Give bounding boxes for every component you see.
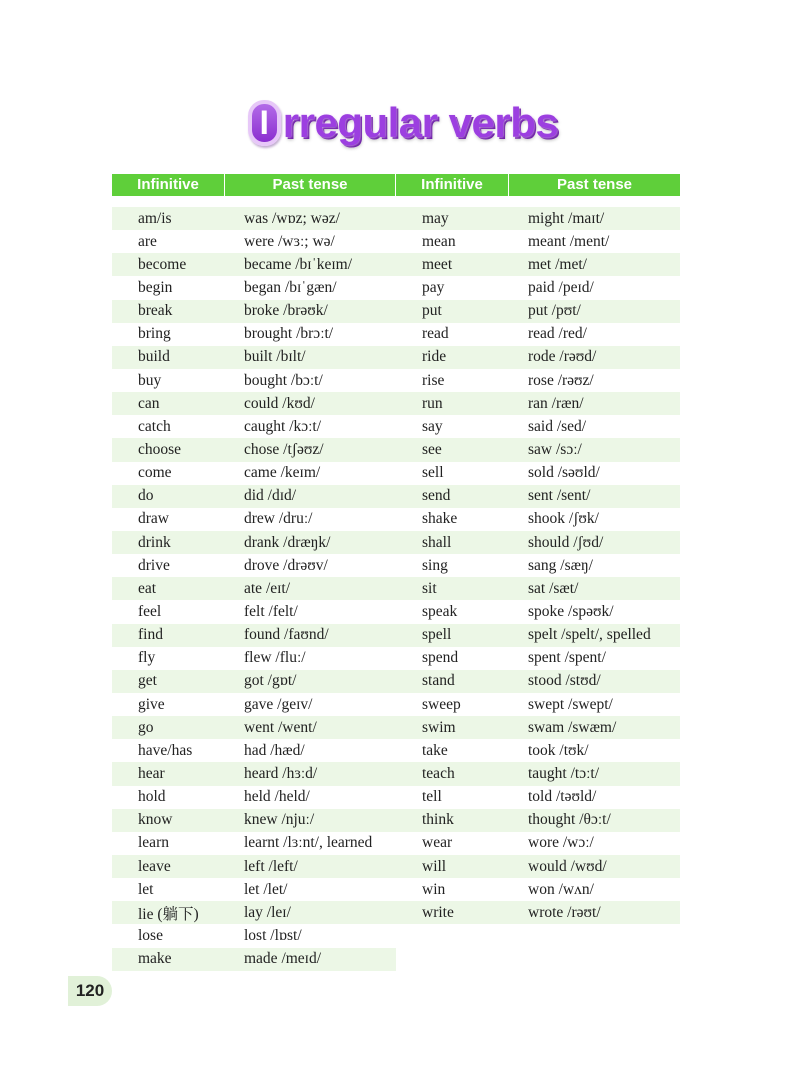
past-tense-cell: won /wʌn/ <box>528 880 594 898</box>
past-tense-cell: wore /wɔː/ <box>528 834 594 852</box>
past-tense-cell: ate /eɪt/ <box>244 579 291 597</box>
past-tense-cell: came /keɪm/ <box>244 464 321 482</box>
infinitive-cell: spend <box>422 649 459 667</box>
table-row <box>396 346 680 369</box>
infinitive-cell: lie (躺下) <box>138 905 199 923</box>
table-row <box>396 207 680 230</box>
past-tense-cell: said /sed/ <box>528 417 587 435</box>
table-row <box>112 300 396 323</box>
past-tense-cell: knew /njuː/ <box>244 811 315 829</box>
table-row <box>112 809 396 832</box>
past-tense-cell: might /maɪt/ <box>528 209 605 227</box>
table-row <box>112 948 396 971</box>
past-tense-cell: gave /geɪv/ <box>244 695 313 713</box>
infinitive-cell: leave <box>138 857 171 875</box>
table-row <box>396 415 680 438</box>
infinitive-cell: speak <box>422 602 458 620</box>
table-row <box>112 600 396 623</box>
table-row <box>396 670 680 693</box>
infinitive-cell: build <box>138 348 170 366</box>
infinitive-cell: teach <box>422 764 455 782</box>
infinitive-cell: see <box>422 440 442 458</box>
infinitive-cell: run <box>422 394 443 412</box>
table-row <box>112 508 396 531</box>
past-tense-cell: taught /tɔːt/ <box>528 764 600 782</box>
past-tense-cell: spoke /spəʊk/ <box>528 602 614 620</box>
infinitive-cell: feel <box>138 602 162 620</box>
infinitive-cell: catch <box>138 417 171 435</box>
irregular-verbs-table <box>112 174 680 971</box>
past-tense-cell: sang /sæŋ/ <box>528 556 593 574</box>
title-text: rregular verbs <box>282 99 559 146</box>
past-tense-cell: lay /leɪ/ <box>244 903 291 921</box>
past-tense-cell: would /wʊd/ <box>528 857 607 875</box>
infinitive-cell: drive <box>138 556 170 574</box>
table-row <box>396 809 680 832</box>
past-tense-cell: took /tʊk/ <box>528 741 589 759</box>
infinitive-cell: hold <box>138 788 166 806</box>
infinitive-cell: take <box>422 741 448 759</box>
infinitive-cell: shake <box>422 510 458 528</box>
table-row <box>112 415 396 438</box>
table-row <box>112 832 396 855</box>
infinitive-cell: rise <box>422 371 445 389</box>
past-tense-cell: met /met/ <box>528 255 587 273</box>
past-tense-cell: shook /ʃʊk/ <box>528 510 599 528</box>
past-tense-cell: stood /stʊd/ <box>528 672 601 690</box>
infinitive-cell: write <box>422 903 454 921</box>
infinitive-cell: buy <box>138 371 162 389</box>
past-tense-cell: sent /sent/ <box>528 487 591 505</box>
past-tense-cell: found /faʊnd/ <box>244 626 329 644</box>
infinitive-cell: hear <box>138 764 165 782</box>
table-row <box>396 716 680 739</box>
infinitive-cell: lose <box>138 926 163 944</box>
past-tense-cell: ran /ræn/ <box>528 394 584 412</box>
header-infinitive-left: Infinitive <box>112 174 225 196</box>
table-row <box>112 878 396 901</box>
infinitive-cell: pay <box>422 278 445 296</box>
infinitive-cell: swim <box>422 718 456 736</box>
table-row <box>396 253 680 276</box>
table-row <box>396 878 680 901</box>
table-row <box>112 531 396 554</box>
past-tense-cell: heard /hɜːd/ <box>244 764 318 782</box>
infinitive-cell: draw <box>138 510 169 528</box>
infinitive-cell: tell <box>422 788 442 806</box>
past-tense-cell: chose /tʃəʊz/ <box>244 440 324 458</box>
table-row <box>112 716 396 739</box>
page-title <box>0 100 800 146</box>
past-tense-cell: lost /lɒst/ <box>244 926 302 944</box>
infinitive-cell: break <box>138 302 173 320</box>
infinitive-cell: spell <box>422 626 452 644</box>
infinitive-cell: say <box>422 417 443 435</box>
past-tense-cell: drew /druː/ <box>244 510 313 528</box>
table-row <box>396 855 680 878</box>
table-row <box>396 832 680 855</box>
table-row <box>112 207 396 230</box>
table-row <box>396 762 680 785</box>
infinitive-cell: may <box>422 209 449 227</box>
past-tense-cell: swam /swæm/ <box>528 718 617 736</box>
infinitive-cell: mean <box>422 232 456 250</box>
table-row <box>112 438 396 461</box>
infinitive-cell: stand <box>422 672 455 690</box>
past-tense-cell: flew /fluː/ <box>244 649 306 667</box>
past-tense-cell: rose /rəʊz/ <box>528 371 594 389</box>
table-row <box>396 508 680 531</box>
infinitive-cell: am/is <box>138 209 172 227</box>
table-row <box>112 647 396 670</box>
table-row <box>396 739 680 762</box>
infinitive-cell: read <box>422 325 449 343</box>
infinitive-cell: can <box>138 394 160 412</box>
infinitive-cell: sell <box>422 464 444 482</box>
infinitive-cell: become <box>138 255 187 273</box>
table-row <box>112 485 396 508</box>
infinitive-cell: do <box>138 487 154 505</box>
infinitive-cell: have/has <box>138 741 193 759</box>
table-row <box>396 323 680 346</box>
past-tense-cell: was /wɒz; wəz/ <box>244 209 340 227</box>
table-row <box>396 901 680 924</box>
past-tense-cell: caught /kɔːt/ <box>244 417 322 435</box>
past-tense-cell: went /went/ <box>244 718 317 736</box>
table-row <box>396 276 680 299</box>
right-verb-list <box>396 207 680 971</box>
infinitive-cell: give <box>138 695 165 713</box>
infinitive-cell: will <box>422 857 447 875</box>
infinitive-cell: get <box>138 672 157 690</box>
infinitive-cell: choose <box>138 440 182 458</box>
past-tense-cell: swept /swept/ <box>528 695 613 713</box>
past-tense-cell: paid /peɪd/ <box>528 278 594 296</box>
title-initial-badge: I <box>248 100 281 146</box>
past-tense-cell: sold /səʊld/ <box>528 464 600 482</box>
past-tense-cell: should /ʃʊd/ <box>528 533 604 551</box>
header-infinitive-right: Infinitive <box>396 174 509 196</box>
past-tense-cell: wrote /rəʊt/ <box>528 903 601 921</box>
table-row <box>396 485 680 508</box>
past-tense-cell: became /bɪˈkeɪm/ <box>244 255 353 273</box>
infinitive-cell: sit <box>422 579 437 597</box>
infinitive-cell: come <box>138 464 172 482</box>
past-tense-cell: drank /dræŋk/ <box>244 533 331 551</box>
table-row <box>396 230 680 253</box>
infinitive-cell: meet <box>422 255 453 273</box>
infinitive-cell: send <box>422 487 451 505</box>
past-tense-cell: spent /spent/ <box>528 649 606 667</box>
infinitive-cell: find <box>138 626 163 644</box>
past-tense-cell: read /red/ <box>528 325 587 343</box>
table-row <box>112 554 396 577</box>
infinitive-cell: eat <box>138 579 157 597</box>
past-tense-cell: let /let/ <box>244 880 288 898</box>
table-row <box>112 739 396 762</box>
table-row <box>112 670 396 693</box>
infinitive-cell: know <box>138 811 173 829</box>
past-tense-cell: told /təʊld/ <box>528 788 597 806</box>
past-tense-cell: broke /brəʊk/ <box>244 302 328 320</box>
infinitive-cell: begin <box>138 278 173 296</box>
past-tense-cell: saw /sɔː/ <box>528 440 582 458</box>
table-row <box>396 300 680 323</box>
header-past-tense-left: Past tense <box>225 174 396 196</box>
table-row <box>396 647 680 670</box>
table-row <box>112 693 396 716</box>
infinitive-cell: make <box>138 950 172 968</box>
infinitive-cell: drink <box>138 533 171 551</box>
header-past-tense-right: Past tense <box>556 176 633 193</box>
table-row <box>112 276 396 299</box>
table-row <box>112 901 396 924</box>
past-tense-cell: had /hæd/ <box>244 741 305 759</box>
infinitive-cell: sing <box>422 556 448 574</box>
past-tense-cell: got /gɒt/ <box>244 672 297 690</box>
left-verb-list <box>112 207 396 971</box>
table-row <box>396 392 680 415</box>
past-tense-cell: rode /rəʊd/ <box>528 348 597 366</box>
past-tense-cell: could /kʊd/ <box>244 394 315 412</box>
past-tense-cell: sat /sæt/ <box>528 579 579 597</box>
table-row <box>396 577 680 600</box>
page-number: 120 <box>68 976 112 1006</box>
table-row <box>396 438 680 461</box>
table-row <box>112 577 396 600</box>
table-row <box>396 624 680 647</box>
table-row <box>112 462 396 485</box>
past-tense-cell: felt /felt/ <box>244 602 298 620</box>
table-row <box>112 253 396 276</box>
table-row <box>396 531 680 554</box>
past-tense-cell: drove /drəʊv/ <box>244 556 328 574</box>
table-row <box>396 369 680 392</box>
table-row <box>112 369 396 392</box>
infinitive-cell: bring <box>138 325 171 343</box>
table-row <box>112 346 396 369</box>
infinitive-cell: win <box>422 880 446 898</box>
table-row <box>112 855 396 878</box>
past-tense-cell: made /meɪd/ <box>244 950 322 968</box>
past-tense-cell: meant /ment/ <box>528 232 610 250</box>
past-tense-cell: spelt /spelt/, spelled <box>528 626 651 644</box>
table-row <box>112 762 396 785</box>
table-row <box>396 600 680 623</box>
infinitive-cell: think <box>422 811 454 829</box>
infinitive-cell: learn <box>138 834 169 852</box>
past-tense-cell: did /dɪd/ <box>244 487 297 505</box>
past-tense-cell: built /bɪlt/ <box>244 348 306 366</box>
infinitive-cell: fly <box>138 649 156 667</box>
past-tense-cell: left /left/ <box>244 857 298 875</box>
table-row <box>396 693 680 716</box>
table-row <box>112 323 396 346</box>
past-tense-cell: put /pʊt/ <box>528 302 581 320</box>
table-header <box>112 174 680 196</box>
table-row <box>396 786 680 809</box>
past-tense-cell: learnt /lɜːnt/, learned <box>244 834 373 852</box>
table-row <box>396 554 680 577</box>
infinitive-cell: put <box>422 302 442 320</box>
infinitive-cell: shall <box>422 533 452 551</box>
infinitive-cell: wear <box>422 834 453 852</box>
infinitive-cell: let <box>138 880 154 898</box>
table-row <box>112 230 396 253</box>
past-tense-cell: brought /brɔːt/ <box>244 325 334 343</box>
past-tense-cell: held /held/ <box>244 788 310 806</box>
table-row <box>112 624 396 647</box>
infinitive-cell: ride <box>422 348 447 366</box>
table-row <box>112 786 396 809</box>
past-tense-cell: began /bɪˈgæn/ <box>244 278 337 296</box>
past-tense-cell: were /wɜː; wə/ <box>244 232 335 250</box>
table-row <box>112 392 396 415</box>
infinitive-cell: sweep <box>422 695 461 713</box>
past-tense-cell: thought /θɔːt/ <box>528 811 611 829</box>
past-tense-cell: bought /bɔːt/ <box>244 371 323 389</box>
table-row <box>112 924 396 947</box>
infinitive-cell: are <box>138 232 157 250</box>
infinitive-cell: go <box>138 718 154 736</box>
table-row <box>396 462 680 485</box>
